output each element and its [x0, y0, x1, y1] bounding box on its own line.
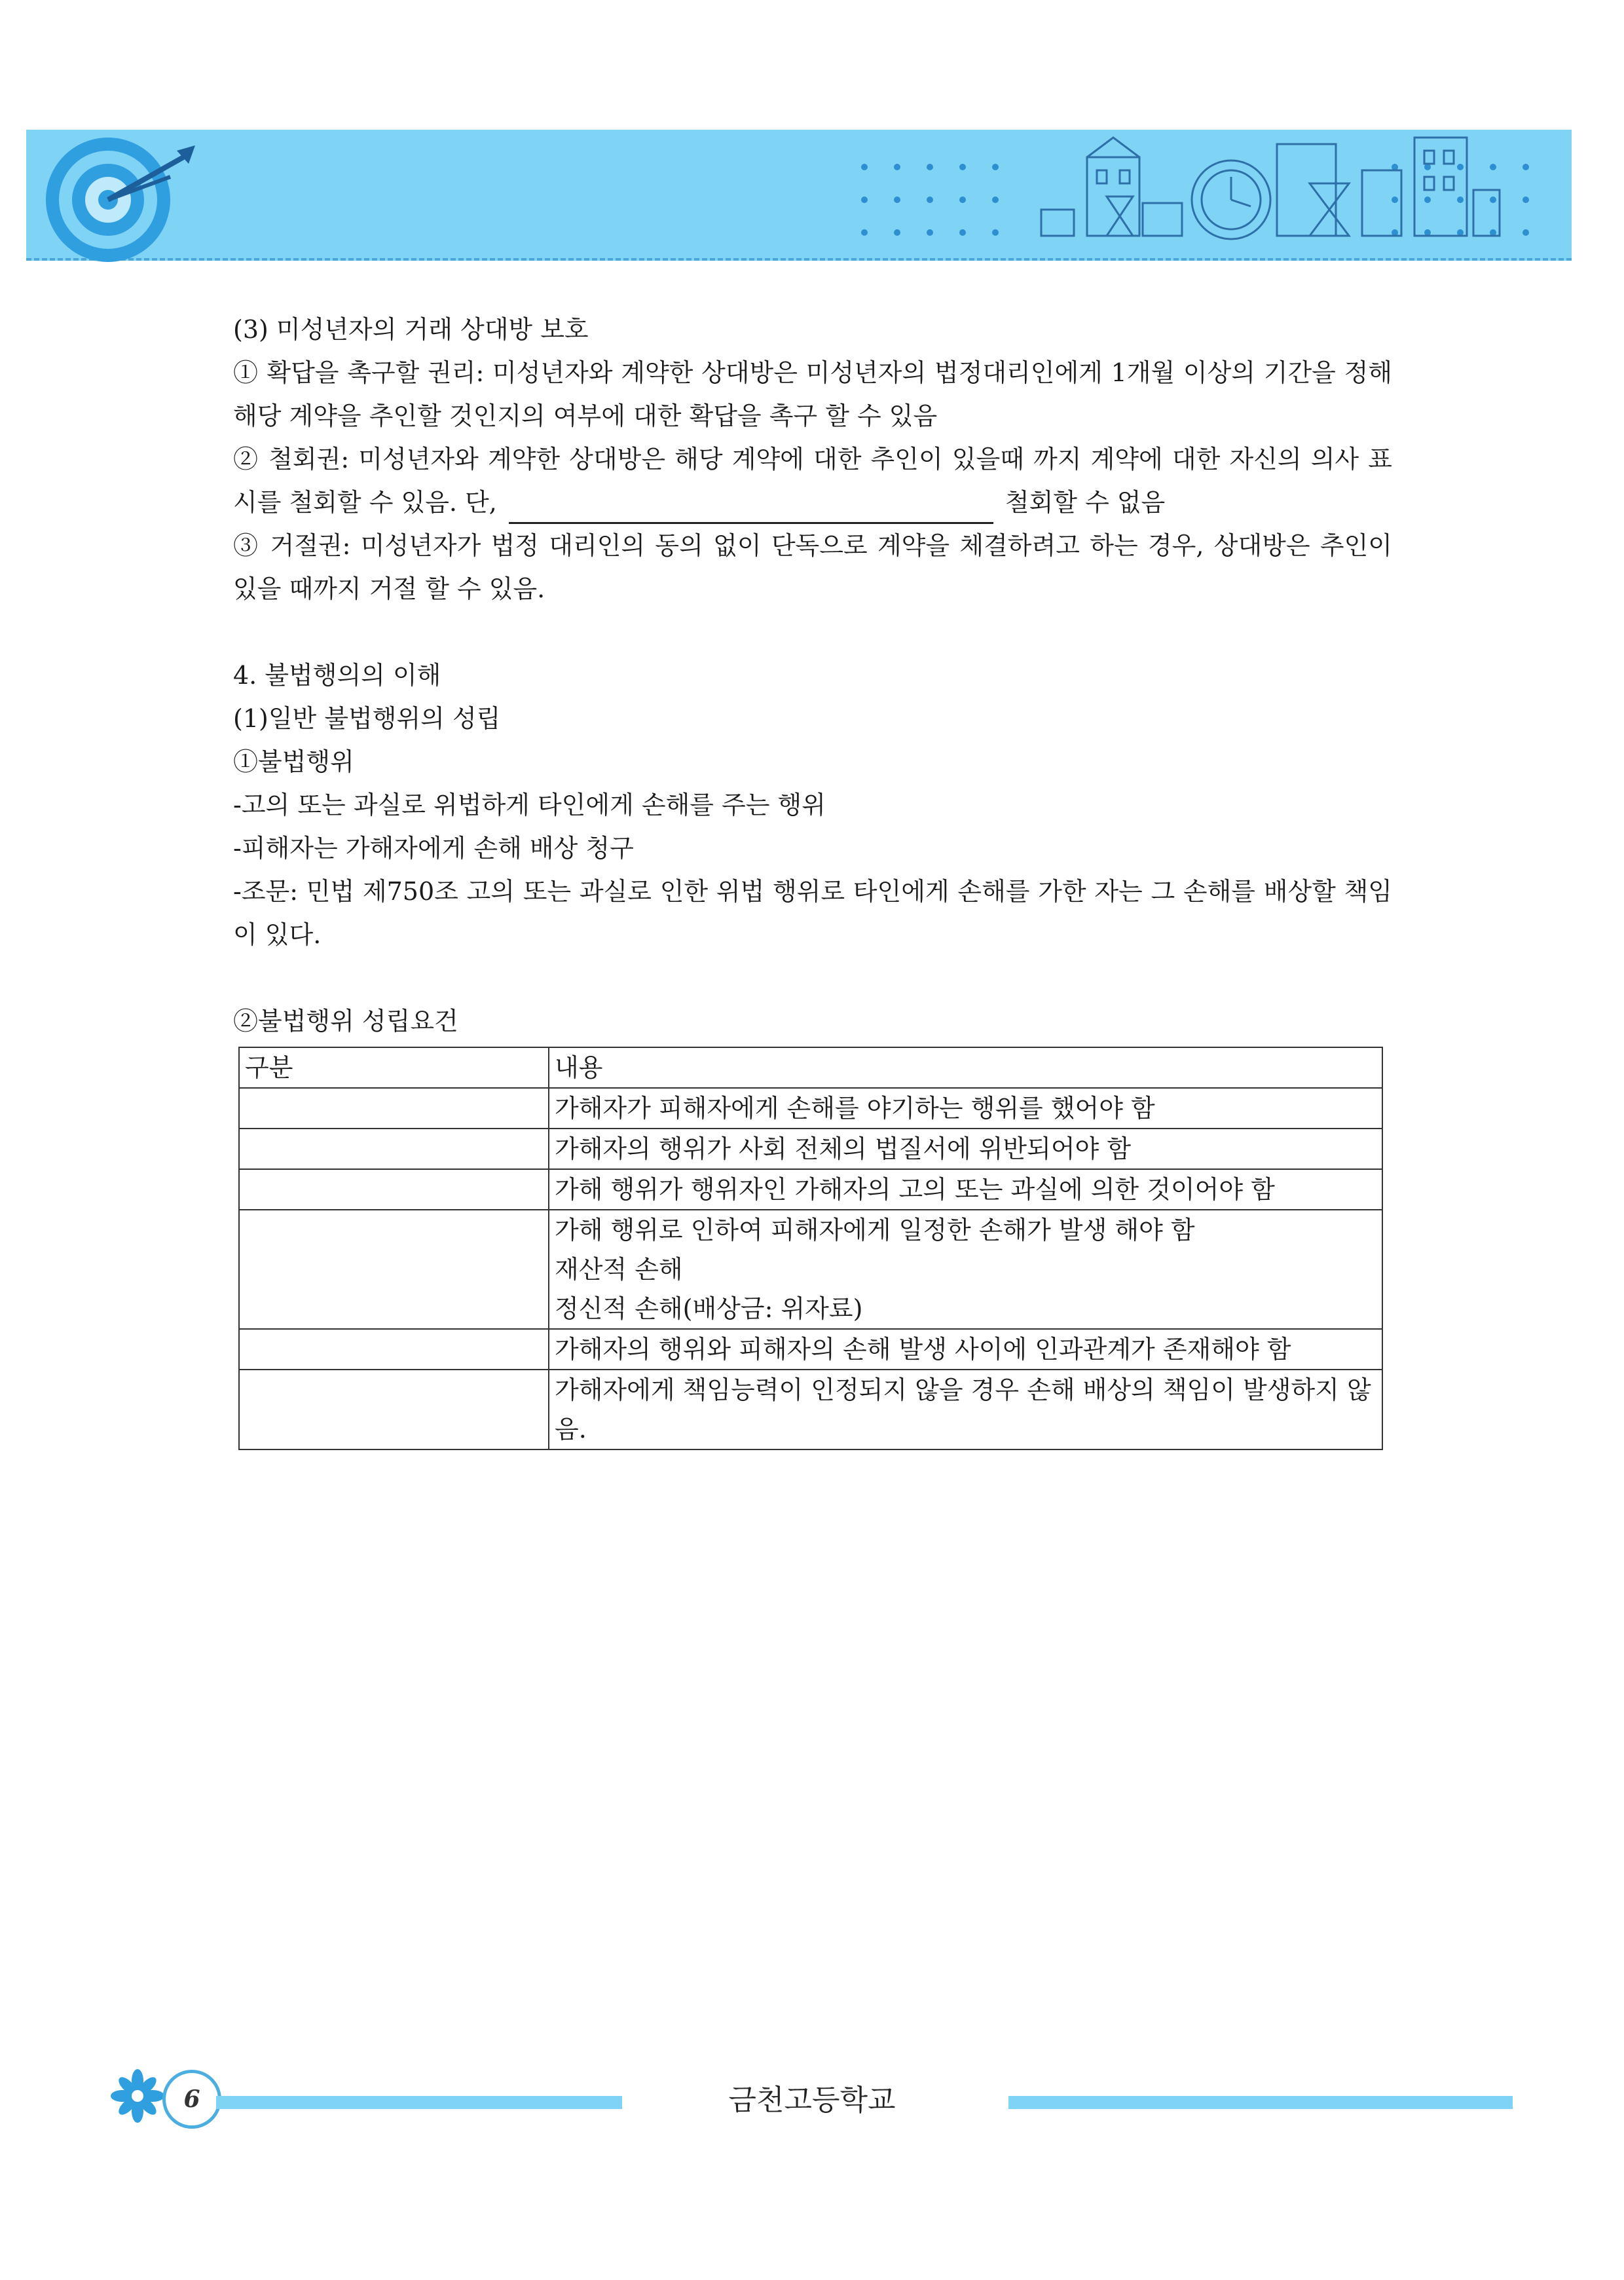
- footer-bar-left: [216, 2096, 622, 2109]
- tort-bullet-article: -조문: 민법 제750조 고의 또는 과실로 인한 위법 행위로 타인에게 손해를 가한 자는 그 손해를 배상할 책임이 있다.: [233, 877, 1392, 949]
- withdrawal-right-paragraph: [233, 438, 1392, 524]
- refusal-right-paragraph: ③ 거절권: 미성년자가 법정 대리인의 동의 없이 단독으로 계약을 체결하려고 하는 경우, 상대방은 추인이 있을 때까지 거절 할 수 있음.: [233, 531, 1392, 603]
- table-header-content: 내용: [549, 1047, 1382, 1088]
- mental-damage-text: 정신적 손해(배상금: 위자료): [555, 1294, 863, 1323]
- table-cell-content: [549, 1210, 1382, 1329]
- table-row: [239, 1129, 1382, 1169]
- confirmation-right-paragraph: ① 확답을 촉구할 권리: 미성년자와 계약한 상대방은 미성년자의 법정대리인에게 1개월 이상의 기간을 정해 해당 계약을 추인할 것인지의 여부에 대한 확답을 촉구 할 수 있음: [233, 358, 1392, 430]
- table-cell-category[interactable]: [239, 1129, 549, 1169]
- school-name: 금천고등학교: [728, 2084, 896, 2117]
- table-cell-category[interactable]: [239, 1210, 549, 1329]
- tort-requirements-title: ②불법행위 성립요건: [233, 1007, 458, 1036]
- table-cell-content: 가해자의 행위와 피해자의 손해 발생 사이에 인과관계가 존재해야 함: [549, 1329, 1382, 1370]
- table-row: [239, 1370, 1382, 1449]
- table-cell-content: 가해자에게 책임능력이 인정되지 않을 경우 손해 배상의 책임이 발생하지 않음.: [549, 1370, 1382, 1449]
- page-number: 6: [162, 2070, 221, 2129]
- table-row: [239, 1210, 1382, 1329]
- fill-in-blank[interactable]: [509, 496, 993, 524]
- table-row: [239, 1088, 1382, 1129]
- table-cell-content: 가해자가 피해자에게 손해를 야기하는 행위를 했어야 함: [549, 1088, 1382, 1129]
- dartboard-target-icon: [46, 131, 196, 269]
- withdrawal-text-before: ② 철회권: 미성년자와 계약한 상대방은 해당 계약에 대한 추인이 있을때 까지 계약에 대한 자신의 의사 표시를 철회할 수 있음. 단,: [233, 445, 1392, 517]
- tort-bullet-claim: -피해자는 가해자에게 손해 배상 청구: [233, 834, 634, 863]
- table-cell-content: 가해자의 행위가 사회 전체의 법질서에 위반되어야 함: [549, 1129, 1382, 1169]
- general-tort-subtitle: (1)일반 불법행위의 성립: [233, 704, 501, 733]
- tort-item-title: ①불법행위: [233, 747, 354, 776]
- property-damage-text: 재산적 손해: [555, 1255, 683, 1284]
- requirements-table: [238, 1047, 1383, 1450]
- table-row: [239, 1169, 1382, 1210]
- table-row: [239, 1329, 1382, 1370]
- table-header-category: 구분: [239, 1047, 549, 1088]
- table-cell-category[interactable]: [239, 1169, 549, 1210]
- withdrawal-text-after: 철회할 수 없음: [1005, 488, 1166, 517]
- table-cell-content: 가해 행위가 행위자인 가해자의 고의 또는 과실에 의한 것이어야 함: [549, 1169, 1382, 1210]
- table-cell-category[interactable]: [239, 1329, 549, 1370]
- city-clock-hourglass-illustration: [1035, 131, 1506, 255]
- section-3-title: (3) 미성년자의 거래 상대방 보호: [233, 315, 589, 344]
- main-content: [233, 308, 1392, 1450]
- footer-bar-right: [1008, 2096, 1513, 2109]
- section-4-title: 4. 불법행의의 이해: [233, 661, 441, 690]
- table-cell-category[interactable]: [239, 1370, 549, 1449]
- table-header-row: [239, 1047, 1382, 1088]
- tort-bullet-definition: -고의 또는 과실로 위법하게 타인에게 손해를 주는 행위: [233, 791, 826, 819]
- damage-occurrence-text: 가해 행위로 인하여 피해자에게 일정한 손해가 발생 해야 함: [555, 1216, 1195, 1244]
- table-cell-category[interactable]: [239, 1088, 549, 1129]
- flower-icon: [108, 2066, 167, 2125]
